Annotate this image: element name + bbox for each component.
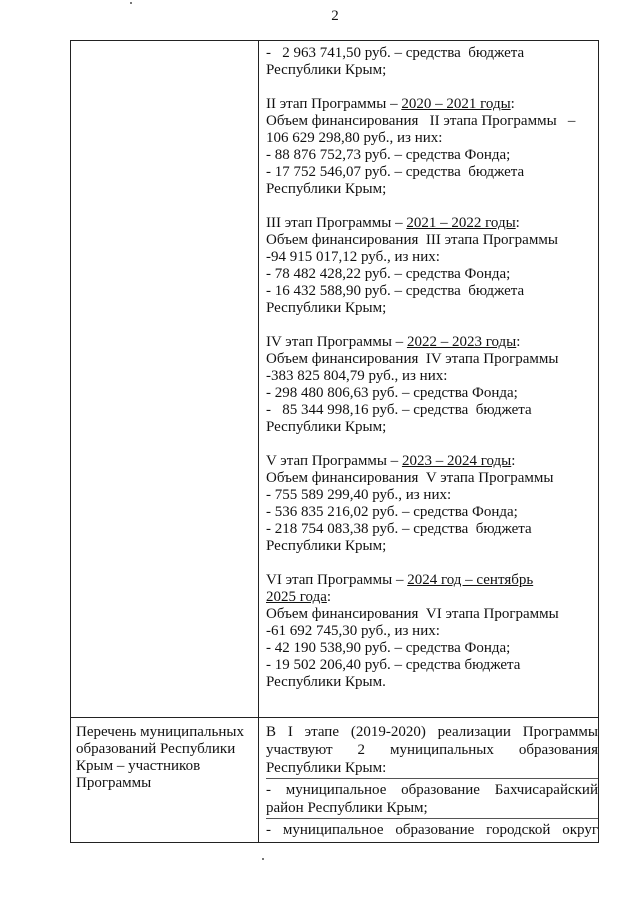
stage-line: - 16 432 588,90 руб. – средства бюджета	[266, 283, 525, 299]
stage-line: - 536 835 216,02 руб. – средства Фонда;	[266, 504, 518, 520]
participant-item-line: район Республики Крым;	[266, 800, 428, 816]
item-separator	[266, 778, 598, 779]
scan-speck	[130, 2, 132, 4]
funding-intro-line: Республики Крым;	[266, 62, 387, 78]
page-number: 2	[331, 8, 339, 24]
stage-line: Объем финансирования II этапа Программы –	[266, 113, 576, 129]
stage-line: 106 629 298,80 руб., из них:	[266, 130, 443, 146]
column-divider	[258, 41, 259, 842]
stage-line: - 88 876 752,73 руб. – средства Фонда;	[266, 147, 511, 163]
scan-speck	[262, 858, 264, 860]
participants-cell	[266, 723, 598, 839]
stage-line: Объем финансирования VI этапа Программы	[266, 606, 559, 622]
stage-heading: VI этап Программы – 2024 год – сентябрь	[266, 572, 534, 588]
item-separator	[266, 818, 598, 819]
stage-line: - 755 589 299,40 руб., из них:	[266, 487, 452, 503]
funding-cell	[266, 45, 596, 691]
document-table	[70, 40, 599, 843]
stage-line: Республики Крым.	[266, 674, 386, 690]
stage-line: Республики Крым;	[266, 419, 387, 435]
stage-line: Объем финансирования V этапа Программы	[266, 470, 554, 486]
participants-text-line: участвуют 2 муниципальных образования	[266, 742, 598, 758]
participants-label: Перечень муниципальных образований Республики Крым – участников Программы	[76, 724, 244, 791]
participant-item-line: - муниципальное образование городской округ	[266, 822, 598, 838]
stage-heading: II этап Программы – 2020 – 2021 годы:	[266, 96, 515, 112]
stage-line: - 17 752 546,07 руб. – средства бюджета	[266, 164, 525, 180]
stage-line: Объем финансирования III этапа Программы	[266, 232, 558, 248]
participants-text-line: Республики Крым:	[266, 760, 387, 776]
stage-line: - 298 480 806,63 руб. – средства Фонда;	[266, 385, 518, 401]
stage-line: -61 692 745,30 руб., из них:	[266, 623, 440, 639]
stage-line: - 78 482 428,22 руб. – средства Фонда;	[266, 266, 511, 282]
stage-line: - 19 502 206,40 руб. – средства бюджета	[266, 657, 521, 673]
stage-line: - 85 344 998,16 руб. – средства бюджета	[266, 402, 532, 418]
stage-line: Республики Крым;	[266, 300, 387, 316]
participant-item-line: - муниципальное образование Бахчисарайский	[266, 782, 598, 798]
stage-line: - 218 754 083,38 руб. – средства бюджета	[266, 521, 532, 537]
stage-line: Республики Крым;	[266, 181, 387, 197]
stage-line: -94 915 017,12 руб., из них:	[266, 249, 440, 265]
stage-line: Объем финансирования IV этапа Программы	[266, 351, 559, 367]
stage-line: -383 825 804,79 руб., из них:	[266, 368, 448, 384]
stage-line: - 42 190 538,90 руб. – средства Фонда;	[266, 640, 511, 656]
stage-heading: V этап Программы – 2023 – 2024 годы:	[266, 453, 516, 469]
stage-heading-cont: 2025 года:	[266, 589, 332, 605]
stage-heading: IV этап Программы – 2022 – 2023 годы:	[266, 334, 521, 350]
row-divider	[71, 717, 598, 718]
stage-line: Республики Крым;	[266, 538, 387, 554]
funding-intro-line: - 2 963 741,50 руб. – средства бюджета	[266, 45, 525, 61]
participants-text-line: В I этапе (2019-2020) реализации Программы	[266, 724, 598, 740]
stage-heading: III этап Программы – 2021 – 2022 годы:	[266, 215, 520, 231]
